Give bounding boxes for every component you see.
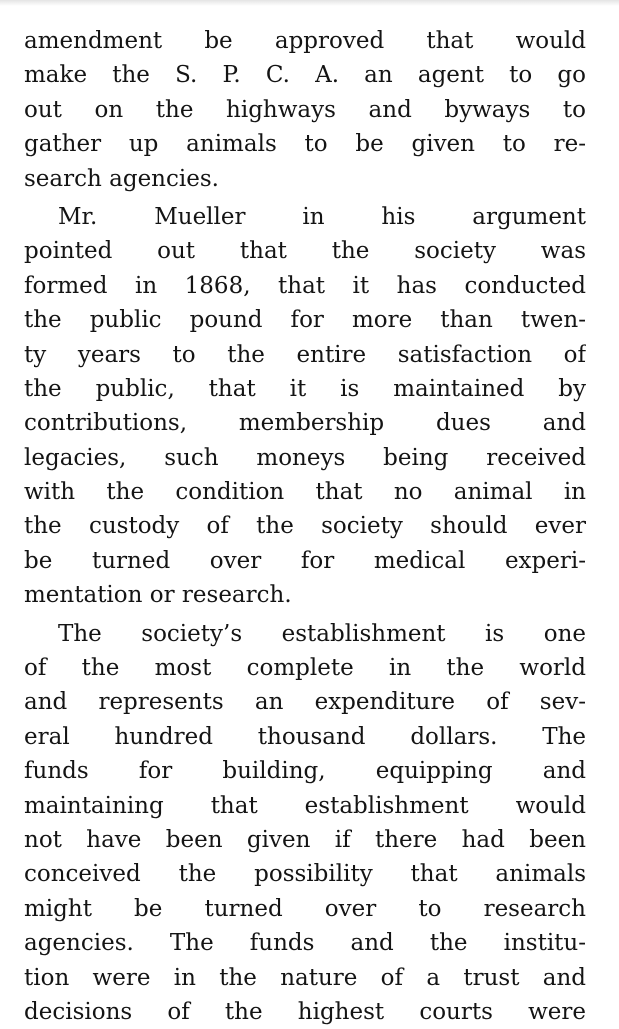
text-line: formed in 1868, that it has conducted	[24, 272, 586, 299]
text-line: tion were in the nature of a trust and	[24, 964, 586, 991]
text-line: amendment be approved that would	[24, 28, 586, 54]
text-line: gather up animals to be given to re-	[24, 131, 586, 158]
text-line: search agencies.	[24, 165, 219, 192]
paragraph	[24, 24, 586, 196]
paragraph	[24, 613, 586, 1029]
text-line: pointed out that the society was	[24, 238, 586, 265]
text-line: might be turned over to research	[24, 895, 586, 922]
article-text-column	[24, 24, 586, 1029]
paragraph	[24, 196, 586, 613]
text-line: legacies, such moneys being received	[24, 444, 586, 471]
text-line: the public pound for more than twen-	[24, 307, 586, 334]
text-line: funds for building, equipping and	[24, 758, 586, 785]
text-line: eral hundred thousand dollars. The	[24, 723, 586, 750]
top-edge-shadow	[0, 0, 619, 6]
text-line: out on the highways and byways to	[24, 96, 586, 123]
text-line: The society’s establishment is one	[58, 620, 586, 647]
text-line: maintaining that establishment would	[24, 792, 586, 819]
text-line: mentation or research.	[24, 582, 292, 609]
text-line: of the most complete in the world	[24, 655, 586, 682]
text-line: conceived the possibility that animals	[24, 861, 586, 888]
text-line: with the condition that no animal in	[24, 479, 586, 506]
text-line: be turned over for medical experi-	[24, 547, 586, 574]
text-line: the custody of the society should ever	[24, 513, 586, 540]
text-line: contributions, membership dues and	[24, 410, 586, 437]
text-line: the public, that it is maintained by	[24, 375, 586, 402]
text-line: ty years to the entire satisfaction of	[24, 341, 586, 368]
text-line: not have been given if there had been	[24, 826, 586, 853]
text-line: agencies. The funds and the institu-	[24, 930, 586, 957]
text-line: decisions of the highest courts were	[24, 998, 586, 1025]
text-line: make the S. P. C. A. an agent to go	[24, 62, 586, 89]
text-line: and represents an expenditure of sev-	[24, 689, 586, 716]
text-line: Mr. Mueller in his argument	[58, 203, 586, 230]
